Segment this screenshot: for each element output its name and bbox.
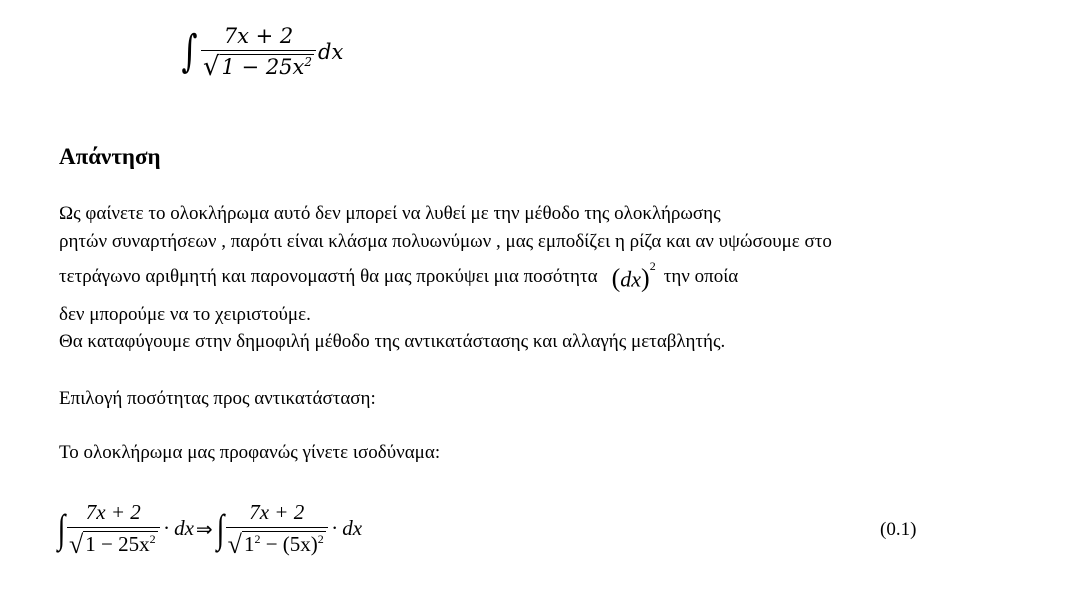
- answer-heading: Απάντηση: [59, 144, 161, 169]
- paragraph-line-1: Ως φαίνετε το ολοκλήρωμα αυτό δεν μπορεί να λυθεί με την μέθοδο της ολοκλήρωσης: [59, 203, 721, 224]
- implies-arrow: ⇒: [195, 516, 213, 541]
- left-radicand: $1 - 25x^2$: [85, 532, 156, 556]
- right-sqrt-symbol: √: [227, 530, 242, 559]
- right-integral-symbol: ∫: [216, 505, 225, 551]
- top-differential: dx: [318, 39, 344, 64]
- integral-symbol: ∫: [181, 25, 198, 77]
- right-denominator: [226, 527, 328, 557]
- left-numerator: 7x + 2: [85, 500, 141, 524]
- left-dot-dx: · dx: [163, 516, 194, 540]
- left-fraction: [67, 500, 160, 557]
- paragraph-line-3: [59, 259, 739, 293]
- top-denominator: [201, 50, 316, 82]
- paragraph-line-3-text: τετράγωνο αριθμητή και παρονομαστή θα μας προκύψει μια ποσότητα: [59, 265, 598, 287]
- paragraph-line-2: ρητών συναρτήσεων , παρότι είναι κλάσμα πολυωνύμων , μας εμποδίζει η ρίζα και αν υψώσουμε στο: [59, 231, 832, 252]
- left-denominator: [67, 527, 160, 557]
- dx-squared-math: (dx)$^2$: [611, 259, 656, 293]
- right-numerator: 7x + 2: [249, 500, 305, 524]
- right-dot-dx: · dx: [331, 516, 363, 540]
- right-fraction: [226, 500, 328, 557]
- right-radicand: $1^2 - (5x)^2$: [243, 532, 324, 556]
- paragraph-line-5: Θα καταφύγουμε στην δημοφιλή μέθοδο της αντικατάστασης και αλλαγής μεταβλητής.: [59, 331, 726, 352]
- equation-number: (0.1): [880, 519, 917, 540]
- top-fraction: [201, 24, 316, 82]
- sqrt-symbol: √: [202, 52, 220, 82]
- equivalent-line: Το ολοκλήρωμα μας προφανώς γίνετε ισοδύναμα:: [59, 442, 441, 463]
- paragraph-line-4: δεν μπορούμε να το χειριστούμε.: [59, 304, 311, 325]
- paragraph-line-3-end: την οποία: [663, 265, 739, 287]
- top-integral: [178, 24, 344, 82]
- left-sqrt-symbol: √: [68, 530, 84, 559]
- left-integral-symbol: ∫: [57, 505, 66, 551]
- top-radicand: $1 - 25x^2$: [221, 55, 313, 79]
- selection-line: Επιλογή ποσότητας προς αντικατάσταση:: [59, 388, 376, 409]
- equation-0-1: [56, 500, 362, 557]
- top-numerator: 7x + 2: [223, 24, 294, 48]
